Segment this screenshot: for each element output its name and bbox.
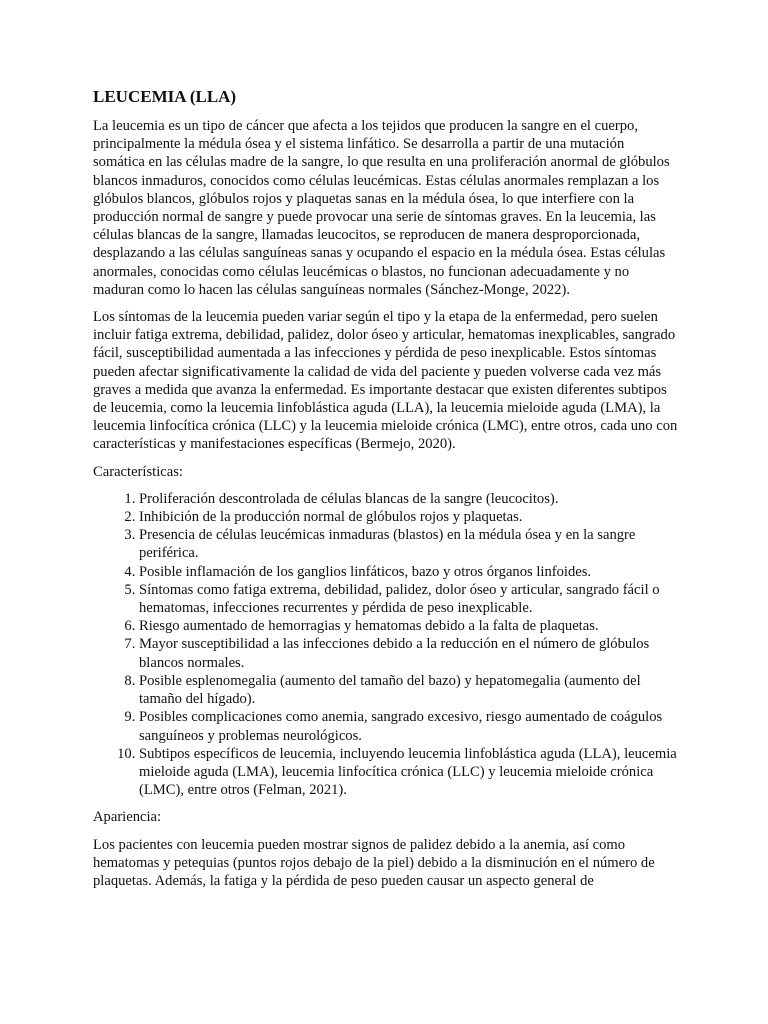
document-page (93, 86, 679, 899)
list-item: 9. Posibles complicaciones como anemia, sangrado excesivo, riesgo aumentado de coágulos sanguíneos y problemas neurológicos. (139, 708, 679, 744)
list-item: 8. Posible esplenomegalia (aumento del tamaño del bazo) y hepatomegalia (aumento del tamaño del hígado). (139, 672, 679, 708)
list-item: 10. Subtipos específicos de leucemia, incluyendo leucemia linfoblástica aguda (LLA), leucemia mieloide aguda (LMA), leucemia linfocítica crónica (LLC) y leucemia mieloide crónica (LMC), entre otros (Felman, 2021). (139, 745, 679, 800)
list-item: 1. Proliferación descontrolada de células blancas de la sangre (leucocitos). (139, 490, 679, 508)
list-item: 3. Presencia de células leucémicas inmaduras (blastos) en la médula ósea y en la sangre periférica. (139, 526, 679, 562)
paragraph-definition: La leucemia es un tipo de cáncer que afecta a los tejidos que producen la sangre en el cuerpo, principalmente la médula ósea y el sistema linfático. Se desarrolla a partir de una mutación somática en las células madre de la sangre, lo que resulta en una proliferación anormal de glóbulos blancos inmaduros, conocidos como células leucémicas. Estas células anormales remplazan a los glóbulos blancos, glóbulos rojos y plaquetas sanas en la médula ósea, lo que interfiere con la producción normal de sangre y puede provocar una serie de síntomas graves. En la leucemia, las células blancas de la sangre, llamadas leucocitos, se reproducen de manera desproporcionada, desplazando a las células sanguíneas sanas y ocupando el espacio en la médula ósea. Estas células anormales, conocidas como células leucémicas o blastos, no funcionan adecuadamente y no maduran como lo hacen las células sanguíneas normales (Sánchez-Monge, 2022). (93, 118, 670, 298)
document-title: LEUCEMIA (LLA) (93, 87, 237, 106)
list-item: 5. Síntomas como fatiga extrema, debilidad, palidez, dolor óseo y articular, sangrado fácil o hematomas, infecciones recurrentes y pérdida de peso inexplicable. (139, 581, 679, 617)
characteristics-heading: Características: (93, 463, 183, 480)
list-item: 6. Riesgo aumentado de hemorragias y hematomas debido a la falta de plaquetas. (139, 617, 679, 635)
appearance-heading: Apariencia: (93, 809, 162, 826)
list-item: 7. Mayor susceptibilidad a las infecciones debido a la reducción en el número de glóbulos blancos normales. (139, 635, 679, 671)
paragraph-appearance: Los pacientes con leucemia pueden mostrar signos de palidez debido a la anemia, así como hematomas y petequias (puntos rojos debajo de la piel) debido a la disminución en el número de plaquetas. Además, la fatiga y la pérdida de peso pueden causar un aspecto general de (93, 836, 655, 889)
list-item: 2. Inhibición de la producción normal de glóbulos rojos y plaquetas. (139, 508, 679, 526)
paragraph-symptoms: Los síntomas de la leucemia pueden variar según el tipo y la etapa de la enfermedad, pero suelen incluir fatiga extrema, debilidad, palidez, dolor óseo y articular, hematomas inexplicables, sangrado fácil, susceptibilidad aumentada a las infecciones y pérdida de peso inexplicable. Estos síntomas pueden afectar significativamente la calidad de vida del paciente y pueden volverse cada vez más graves a medida que avanza la enfermedad. Es importante destacar que existen diferentes subtipos de leucemia, como la leucemia linfoblástica aguda (LLA), la leucemia mieloide aguda (LMA), la leucemia linfocítica crónica (LLC) y la leucemia mieloide crónica (LMC), entre otros, cada uno con características y manifestaciones específicas (Bermejo, 2020). (93, 309, 678, 453)
characteristics-list (93, 490, 679, 799)
list-item: 4. Posible inflamación de los ganglios linfáticos, bazo y otros órganos linfoides. (139, 563, 679, 581)
